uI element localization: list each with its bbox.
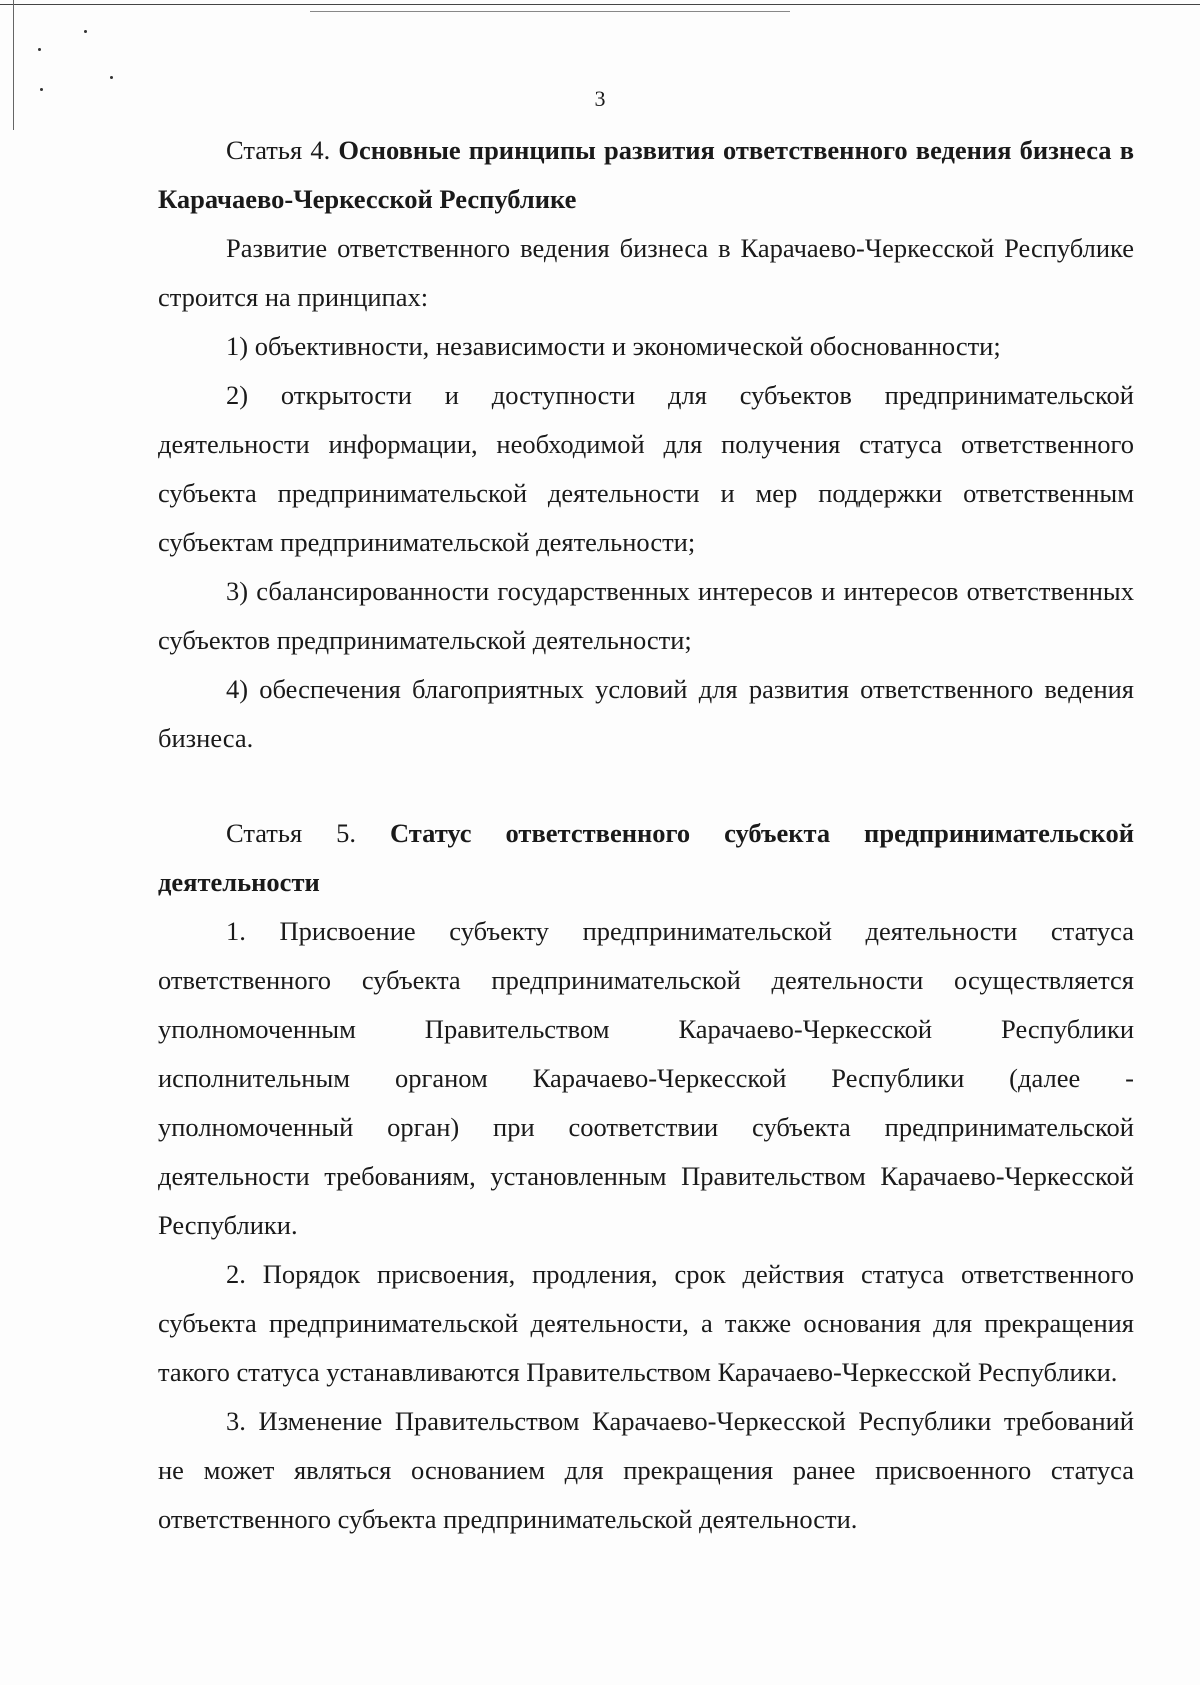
article-4-title: Основные принципы развития ответственного ведения бизнеса в Карачаево-Черкесской Республике	[158, 135, 1135, 214]
scan-edge-line	[310, 11, 790, 12]
article-5-paragraph-1: 1. Присвоение субъекту предпринимательской деятельности статуса ответственного субъекта предпринимательской деятельности осуществляется уполномоченным Правительством Карачаево-Черкесской Республики исполнительным органом Карачаево-Черкесской Республики (далее - уполномоченный орган) при соответствии субъекта предпринимательской деятельности требованиям, установленным Правительством Карачаево-Черкесской Республики.	[158, 916, 1134, 1240]
article-5-title: Статус ответственного субъекта предпринимательской деятельности	[158, 818, 1134, 897]
article-4-item-2: 2) открытости и доступности для субъектов предпринимательской деятельности информации, необходимой для получения статуса ответственного субъекта предпринимательской деятельности и мер поддержки ответственным субъектам предпринимательской деятельности;	[158, 380, 1134, 557]
article-4-item-3: 3) сбалансированности государственных интересов и интересов ответственных субъектов предпринимательской деятельности;	[158, 576, 1134, 655]
article-4-label: Статья 4.	[226, 135, 331, 165]
scan-speck	[110, 76, 113, 79]
article-5-paragraph-3: 3. Изменение Правительством Карачаево-Черкесской Республики требований не может являться основанием для прекращения ранее присвоенного статуса ответственного субъекта предпринимательской деятельности.	[158, 1406, 1134, 1534]
article-4-intro: Развитие ответственного ведения бизнеса в Карачаево-Черкесской Республике строится на принципах:	[158, 233, 1134, 312]
article-5-label: Статья 5.	[226, 818, 357, 848]
article-5-heading	[158, 809, 1134, 907]
article-4-item-4: 4) обеспечения благоприятных условий для развития ответственного ведения бизнеса.	[158, 674, 1134, 753]
page-number: 3	[594, 86, 606, 111]
article-4-item-1: 1) объективности, независимости и экономической обоснованности;	[226, 331, 1001, 361]
document-body	[158, 126, 1134, 1544]
section-spacer	[158, 763, 1134, 809]
scan-speck	[38, 48, 41, 51]
article-4-heading	[158, 126, 1134, 224]
scan-speck	[84, 30, 87, 33]
scan-edge-line	[0, 4, 1200, 5]
article-5-paragraph-2: 2. Порядок присвоения, продления, срок действия статуса ответственного субъекта предпринимательской деятельности, а также основания для прекращения такого статуса устанавливаются Правительством Карачаево-Черкесской Республики.	[158, 1259, 1134, 1387]
